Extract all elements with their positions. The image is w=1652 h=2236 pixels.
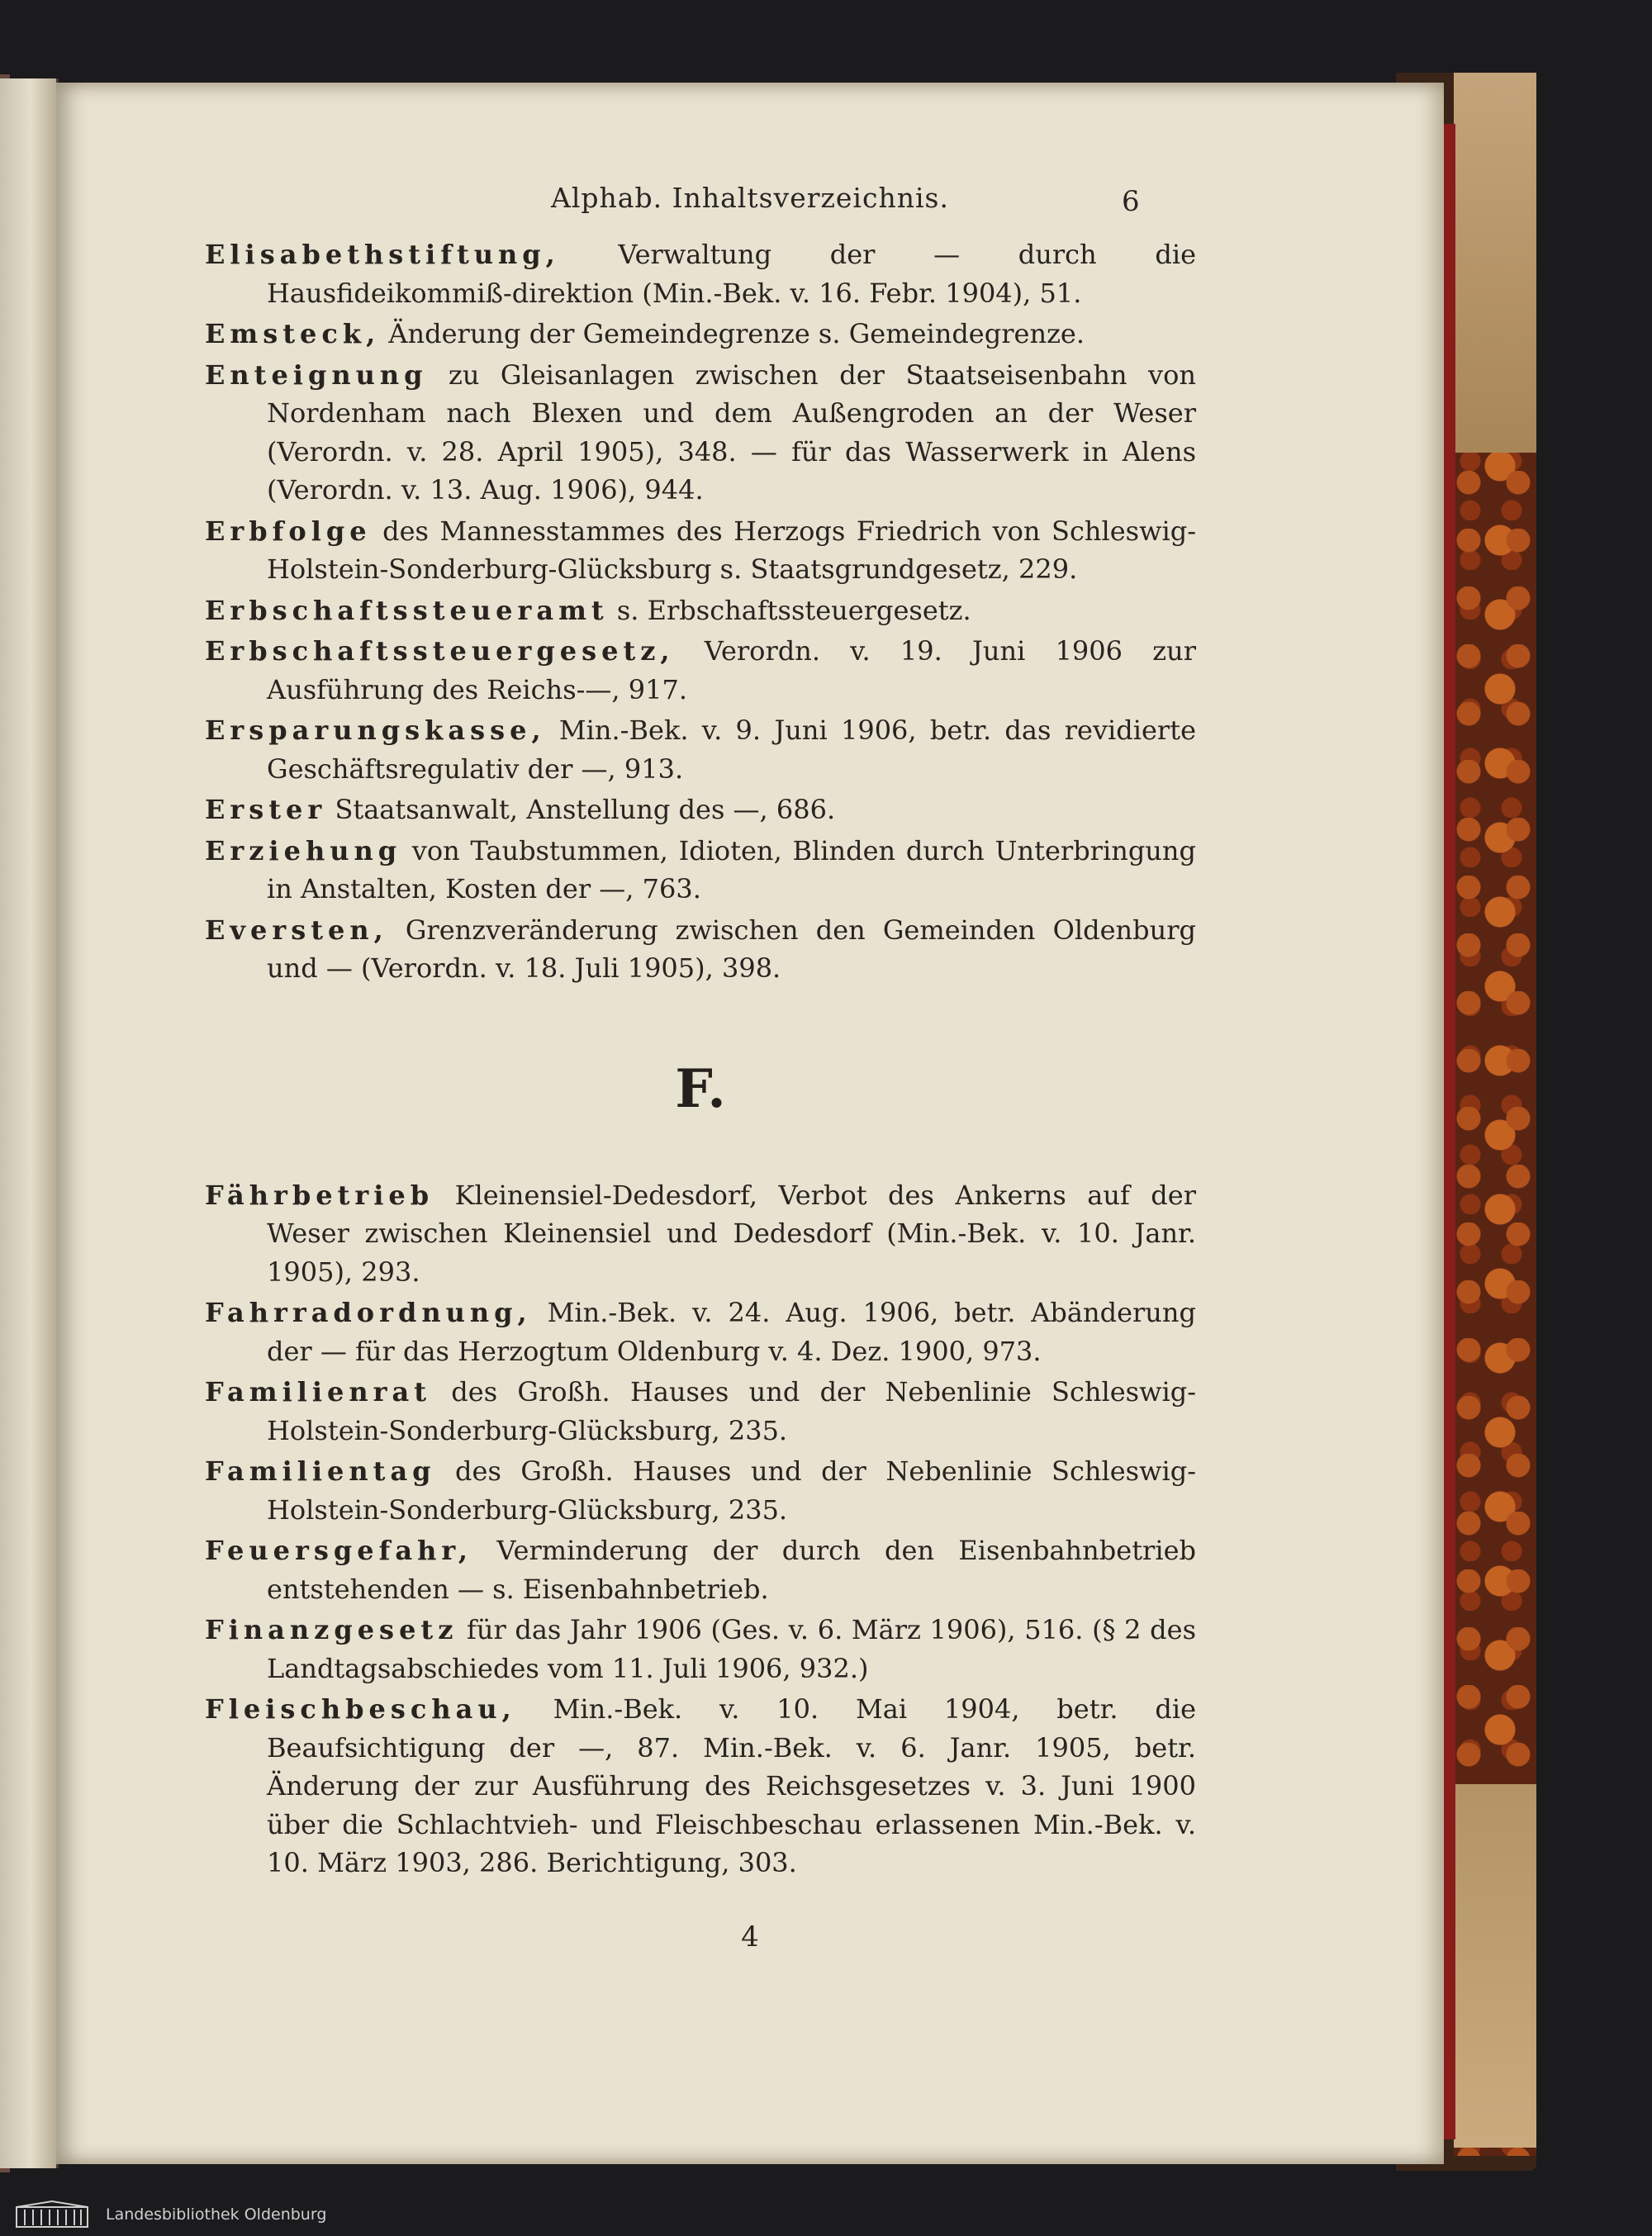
entry-text: Min.-Bek. v. 10. Mai 1904, betr. die Beaufsichtigung der —, 87. Min.-Bek. v. 6. Janr. 1905, betr. Änderung der zur Ausführung des Reichsgesetzes v. 3. Juni 1900 über die Schlachtvieh- und Fleischbeschau erlassenen Min.-Bek. v. 10. März 1903, 286. Berichtigung, 303. <box>267 1693 1196 1878</box>
index-entry <box>205 632 1196 709</box>
entry-headword: Emsteck, <box>205 318 381 349</box>
entry-headword: Feuersgefahr, <box>205 1535 472 1566</box>
entry-text: Kleinensiel-Dedesdorf, Verbot des Ankerns auf der Weser zwischen Kleinensiel und Dedesdorf (Min.-Bek. v. 10. Janr. 1905), 293. <box>267 1179 1196 1288</box>
index-entry <box>205 711 1196 788</box>
entry-text: von Taubstummen, Idioten, Blinden durch Unterbringung in Anstalten, Kosten der —, 763. <box>267 834 1196 904</box>
entry-text: Verwaltung der — durch die Hausfideikommiß-direktion (Min.-Bek. v. 16. Febr. 1904), 51. <box>267 239 1196 309</box>
page-edge-red <box>1444 124 1455 2139</box>
entries-letter-f <box>205 1176 1196 1882</box>
entry-headword: Familienrat <box>205 1376 432 1408</box>
entry-text: s. Erbschaftssteuergesetz. <box>608 594 971 626</box>
index-entry <box>205 235 1196 312</box>
entry-text: des Großh. Hauses und der Nebenlinie Schleswig-Holstein-Sonderburg-Glücksburg, 235. <box>267 1455 1196 1526</box>
index-entry <box>205 356 1196 510</box>
running-header <box>56 182 1444 223</box>
index-entry <box>205 1373 1196 1450</box>
entry-text: für das Jahr 1906 (Ges. v. 6. März 1906), 516. (§ 2 des Landtagsabschiedes vom 11. Juli 1906, 932.) <box>267 1614 1196 1684</box>
entry-text: Grenzveränderung zwischen den Gemeinden Oldenburg und — (Verordn. v. 18. Juli 1905), 398. <box>267 914 1196 984</box>
entry-headword: Familientag <box>205 1455 436 1487</box>
entry-headword: Erbschaftssteuergesetz, <box>205 635 675 667</box>
entry-headword: Eversten, <box>205 914 388 946</box>
entry-headword: Fleischbeschau, <box>205 1693 516 1725</box>
entry-headword: Enteignung <box>205 358 428 391</box>
entry-text: des Mannesstammes des Herzogs Friedrich von Schleswig-Holstein-Sonderburg-Glücksburg s. Staatsgrundgesetz, 229. <box>267 515 1196 585</box>
footer-bar <box>0 2193 1652 2236</box>
header-title: Alphab. Inhaltsverzeichnis. <box>551 182 949 214</box>
entry-text: des Großh. Hauses und der Nebenlinie Schleswig-Holstein-Sonderburg-Glücksburg, 235. <box>267 1376 1196 1446</box>
entry-headword: Elisabethstiftung, <box>205 239 560 270</box>
entry-headword: Erbfolge <box>205 515 372 547</box>
index-entries <box>205 235 1196 1885</box>
page-number: 6 <box>1122 185 1140 218</box>
book-page <box>56 83 1444 2164</box>
cover-corner-bottom <box>1454 1784 1536 2148</box>
section-letter-f: F. <box>675 1057 726 1120</box>
entry-headword: Erziehung <box>205 834 402 866</box>
entry-text: Änderung der Gemeindegrenze s. Gemeindegrenze. <box>380 318 1085 349</box>
cover-corner-top <box>1454 73 1536 453</box>
entry-headword: Fährbetrieb <box>205 1179 434 1211</box>
index-entry <box>205 790 1196 829</box>
entry-headword: Ersparungskasse, <box>205 714 546 746</box>
entry-headword: Fahrradordnung, <box>205 1297 532 1328</box>
index-entry <box>205 911 1196 988</box>
entry-text: Staatsanwalt, Anstellung des —, 686. <box>326 794 836 825</box>
index-entry <box>205 1452 1196 1529</box>
index-entry <box>205 1531 1196 1608</box>
index-entry <box>205 832 1196 909</box>
entry-text: Min.-Bek. v. 24. Aug. 1906, betr. Abänderung der — für das Herzogtum Oldenburg v. 4. Dez. 1900, 973. <box>267 1297 1196 1367</box>
entry-text: zu Gleisanlagen zwischen der Staatseisenbahn von Nordenham nach Blexen und dem Außengroden an der Weser (Verordn. v. 28. April 1905), 348. — für das Wasserwerk in Alens (Verordn. v. 13. Aug. 1906), 944. <box>267 358 1196 506</box>
index-entry <box>205 1690 1196 1882</box>
left-page-edge <box>0 78 59 2168</box>
index-entry <box>205 1611 1196 1688</box>
index-entry <box>205 315 1196 354</box>
index-entry <box>205 591 1196 630</box>
entry-headword: Erbschaftssteueramt <box>205 594 609 626</box>
entry-text: Verminderung der durch den Eisenbahnbetrieb entstehenden — s. Eisenbahnbetrieb. <box>267 1535 1196 1605</box>
index-entry <box>205 512 1196 589</box>
entry-text: Min.-Bek. v. 9. Juni 1906, betr. das revidierte Geschäftsregulativ der —, 913. <box>267 714 1196 785</box>
signature-mark: 4 <box>741 1920 759 1954</box>
library-building-icon <box>15 2200 89 2229</box>
entry-text: Verordn. v. 19. Juni 1906 zur Ausführung des Reichs-—, 917. <box>267 635 1196 705</box>
entry-headword: Finanzgesetz <box>205 1614 458 1645</box>
entry-headword: Erster <box>205 794 327 825</box>
index-entry <box>205 1294 1196 1370</box>
entries-letter-e <box>205 235 1196 988</box>
library-name: Landesbibliothek Oldenburg <box>106 2205 327 2224</box>
index-entry <box>205 1176 1196 1292</box>
